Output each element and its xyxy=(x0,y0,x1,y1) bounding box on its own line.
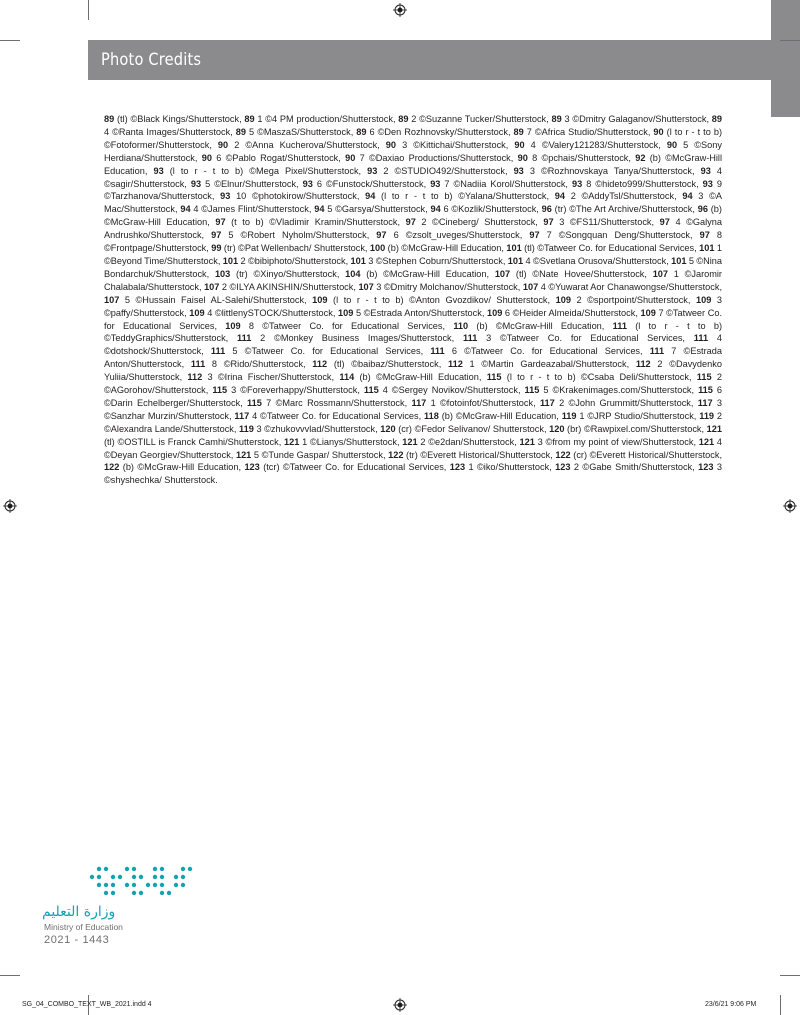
credit-entry: (b) ©McGraw-Hill Education, xyxy=(104,152,723,176)
credit-page-number: 97 xyxy=(529,230,540,241)
credit-page-number: 93 xyxy=(302,178,313,189)
credit-entry: 2 ©Suzanne Tucker/Shutterstock, xyxy=(408,114,552,124)
credit-page-number: 122 xyxy=(388,449,404,460)
credit-page-number: 90 xyxy=(653,126,664,137)
credit-entry: 4 ©Tatweer Co. for Educational Services, xyxy=(249,410,425,421)
credit-entry: 6 ©Darin Echelberger/Shutterstock, xyxy=(104,385,722,408)
logo-dot xyxy=(188,867,192,871)
credit-page-number: 115 xyxy=(524,385,540,396)
credit-page-number: 96 xyxy=(697,204,708,215)
credit-page-number: 97 xyxy=(376,230,387,241)
credit-entry: 6 ©Den Rozhnovsky/Shutterstock, xyxy=(366,126,514,137)
credit-page-number: 109 xyxy=(312,294,328,305)
logo-dot xyxy=(181,875,185,879)
credit-page-number: 123 xyxy=(449,462,466,473)
credit-entry: 5 ©Tunde Gaspar/ Shutterstock, xyxy=(251,449,389,460)
credit-entry: (tl) ©baibaz/Shutterstock, xyxy=(327,359,448,370)
credit-page-number: 107 xyxy=(522,281,539,292)
credit-page-number: 97 xyxy=(659,217,670,228)
credit-entry: (tr) ©The Art Archive/Shutterstock, xyxy=(551,204,698,215)
logo-dot xyxy=(111,883,115,887)
credit-entry: (b) ©McGraw-Hill Education, xyxy=(385,243,507,254)
credit-entry: 4 ©Valery121283/Shutterstock, xyxy=(524,139,667,150)
credit-page-number: 89 xyxy=(551,114,562,124)
credit-page-number: 114 xyxy=(339,372,355,383)
credit-entry: 2 ©Alexandra Lande/Shutterstock, xyxy=(104,410,723,434)
logo-dot xyxy=(97,867,101,871)
credit-page-number: 122 xyxy=(104,462,120,473)
credit-entry: 3 ©Rozhnovskaya Tanya/Shutterstock, xyxy=(523,165,701,176)
credit-page-number: 94 xyxy=(314,204,325,215)
credit-page-number: 109 xyxy=(486,307,503,318)
credit-page-number: 109 xyxy=(225,320,241,331)
logo-dot xyxy=(104,891,108,895)
logo-dot xyxy=(153,867,157,871)
credit-entry: 6 ©Heider Almeida/Shutterstock, xyxy=(502,307,641,318)
credit-page-number: 89 xyxy=(244,114,255,124)
credit-entry: 3 ©Irina Fischer/Shutterstock, xyxy=(202,372,340,383)
credit-page-number: 107 xyxy=(494,268,511,279)
credit-page-number: 101 xyxy=(699,243,715,254)
credit-page-number: 89 xyxy=(235,126,246,137)
credit-entry: 2 ©AddyTsl/Shutterstock, xyxy=(565,191,683,202)
credit-page-number: 115 xyxy=(363,385,379,396)
credit-page-number: 121 xyxy=(698,436,715,447)
credit-entry: 2 ©AGorohov/Shutterstock, xyxy=(104,372,722,396)
credit-page-number: 112 xyxy=(635,359,651,370)
credit-entry: 7 ©Tatweer Co. for Educational Services, xyxy=(104,307,722,331)
credit-entry: 8 ©Frontpage/Shutterstock, xyxy=(104,230,723,254)
credit-page-number: 107 xyxy=(104,294,120,305)
credit-entry: 2 ©bibiphoto/Shutterstock, xyxy=(238,255,351,266)
credit-page-number: 104 xyxy=(345,268,361,279)
credit-entry: 3 ©Sanzhar Murzin/Shutterstock, xyxy=(104,397,722,421)
credit-page-number: 93 xyxy=(702,178,713,189)
credit-page-number: 89 xyxy=(398,114,409,124)
credit-page-number: 96 xyxy=(541,204,552,215)
header-band xyxy=(88,40,780,80)
credit-page-number: 115 xyxy=(212,385,228,396)
credit-entry: 2 ©John Grummitt/Shutterstock, xyxy=(554,397,698,408)
credit-page-number: 109 xyxy=(696,294,712,305)
logo-dot xyxy=(132,867,136,871)
credit-entry: 2 ©Davydenko Yuliia/Shutterstock, xyxy=(104,359,722,383)
credit-page-number: 110 xyxy=(453,320,469,331)
credit-entry: 5 ©Estrada Anton/Shutterstock, xyxy=(353,307,487,318)
credit-entry: (tr) ©Pat Wellenbach/ Shutterstock, xyxy=(221,243,370,254)
credit-page-number: 111 xyxy=(237,333,252,344)
credit-page-number: 90 xyxy=(345,152,356,163)
credit-page-number: 90 xyxy=(666,139,678,150)
credit-page-number: 115 xyxy=(698,385,713,396)
logo-dot xyxy=(153,883,157,887)
credit-page-number: 111 xyxy=(649,346,665,357)
credit-page-number: 121 xyxy=(519,436,535,447)
credit-entry: 6 ©Kozlik/Shutterstock, xyxy=(440,204,542,215)
credit-page-number: 111 xyxy=(210,346,226,357)
credit-page-number: 94 xyxy=(682,191,693,202)
logo-dot xyxy=(104,867,108,871)
credit-page-number: 117 xyxy=(234,410,250,421)
credit-page-number: 111 xyxy=(462,333,478,344)
credit-page-number: 112 xyxy=(187,372,203,383)
credit-entry: (t to b) ©Vladimir Kramin/Shutterstock, xyxy=(225,217,406,228)
credit-entry: 3 ©Dmitry Molchanov/Shutterstock, xyxy=(373,281,523,292)
credit-entry: 3 ©Foreverhappy/Shutterstock, xyxy=(227,385,364,396)
credit-entry: (br) ©Rawpixel.com/Shutterstock, xyxy=(564,423,707,434)
credit-page-number: 101 xyxy=(222,255,239,266)
credit-page-number: 109 xyxy=(189,307,205,318)
logo-dot xyxy=(160,875,164,879)
crop-mark xyxy=(0,975,20,976)
credit-page-number: 92 xyxy=(635,152,646,163)
credit-page-number: 121 xyxy=(235,449,252,460)
credit-entry: 5 ©Tatweer Co. for Educational Services, xyxy=(225,346,431,357)
credit-page-number: 117 xyxy=(539,397,555,408)
credit-page-number: 103 xyxy=(214,268,231,279)
logo-dot xyxy=(139,891,143,895)
credit-entry: (cr) ©Fedor Selivanov/ Shutterstock, xyxy=(395,423,550,434)
credit-page-number: 90 xyxy=(385,139,397,150)
credit-entry: 3 ©FS11/Shutterstock, xyxy=(553,217,660,228)
credit-entry: 3 ©A Mac/Shutterstock, xyxy=(104,191,722,215)
credit-entry: 4 ©Sergey Novikov/Shutterstock, xyxy=(378,385,525,396)
credit-page-number: 109 xyxy=(640,307,656,318)
ministry-logo xyxy=(42,860,172,952)
credit-page-number: 94 xyxy=(554,191,565,202)
credit-entry: 5 ©Garsya/Shutterstock, xyxy=(324,204,431,215)
credit-page-number: 109 xyxy=(555,294,571,305)
credit-page-number: 93 xyxy=(700,165,711,176)
credit-page-number: 121 xyxy=(706,423,722,434)
credit-entry: 2 ©e2dan/Shutterstock, xyxy=(417,436,520,447)
credit-entry: 3 ©Tatweer Co. for Educational Services, xyxy=(477,333,694,344)
credit-page-number: 99 xyxy=(211,243,222,254)
credit-page-number: 118 xyxy=(424,410,439,421)
credit-page-number: 123 xyxy=(698,462,714,473)
credit-entry: (tl) ©OSTILL is Franck Camhi/Shutterstock, xyxy=(104,436,285,447)
credit-entry: 7 ©Songquan Deng/Shutterstock, xyxy=(539,230,700,241)
credit-page-number: 107 xyxy=(204,281,220,292)
credit-entry: 8 ©Tatweer Co. for Educational Services, xyxy=(240,320,454,331)
credit-page-number: 111 xyxy=(612,320,627,331)
ministry-name-arabic: وزارة التعليم xyxy=(42,904,116,920)
credit-entry: (b) ©McGraw-Hill Education, xyxy=(438,410,562,421)
credit-entry: 6 ©zsolt_uveges/Shutterstock, xyxy=(386,230,530,241)
registration-mark-icon xyxy=(3,499,17,513)
photo-credits-text xyxy=(104,113,722,487)
credit-page-number: 115 xyxy=(696,372,712,383)
credit-page-number: 90 xyxy=(201,152,212,163)
credit-page-number: 89 xyxy=(104,114,115,124)
credit-entry: (b) ©McGraw-Hill Education, xyxy=(468,320,613,331)
logo-dot xyxy=(139,875,143,879)
credit-page-number: 123 xyxy=(244,462,260,473)
credit-page-number: 101 xyxy=(507,255,524,266)
credit-page-number: 94 xyxy=(365,191,376,202)
credit-page-number: 121 xyxy=(284,436,300,447)
credit-page-number: 120 xyxy=(380,423,396,434)
credit-page-number: 107 xyxy=(652,268,669,279)
credit-entry: 2 ©Anna Kucherova/Shutterstock, xyxy=(228,139,386,150)
registration-mark-icon xyxy=(393,998,407,1012)
credit-page-number: 115 xyxy=(486,372,502,383)
credit-entry: 6 ©Pablo Rogat/Shutterstock, xyxy=(211,152,346,163)
credit-entry: 4 ©Galyna Andrushko/Shutterstock, xyxy=(104,217,722,241)
credit-entry: (tr) ©Xinyo/Shutterstock, xyxy=(230,268,346,279)
logo-dot xyxy=(118,875,122,879)
credit-page-number: 93 xyxy=(513,165,524,176)
credit-entry: (tl) ©Black Kings/Shutterstock, xyxy=(114,114,245,124)
ministry-name-english: Ministry of Education xyxy=(44,922,123,932)
credit-page-number: 109 xyxy=(338,307,354,318)
credit-entry: 2 ©STUDIO492/Shutterstock, xyxy=(377,165,514,176)
logo-dot xyxy=(146,883,150,887)
credit-page-number: 93 xyxy=(190,178,202,189)
logo-dot xyxy=(97,883,101,887)
logo-dot xyxy=(90,875,94,879)
ministry-year: 2021 - 1443 xyxy=(44,934,110,946)
logo-dot xyxy=(181,867,185,871)
credit-entry: (l to r - t to b) ©Yalana/Shutterstock, xyxy=(375,191,555,202)
logo-dot xyxy=(125,883,129,887)
credit-entry: 5 ©Sony Herdiana/Shutterstock, xyxy=(104,139,722,163)
credit-page-number: 119 xyxy=(239,423,254,434)
credit-entry: 4 ©Svetlana Orusova/Shutterstock, xyxy=(523,255,672,266)
credit-entry: 3 ©shyshechka/ Shutterstock. xyxy=(104,462,723,486)
credit-page-number: 90 xyxy=(514,139,525,150)
credit-page-number: 93 xyxy=(153,165,164,176)
credit-entry: 4 ©Deyan Georgiev/Shutterstock, xyxy=(104,436,722,460)
credit-entry: 3 ©zhukovvvlad/Shutterstock, xyxy=(253,423,381,434)
footer-file-name: SG_04_COMBO_TEXT_WB_2021.indd 4 xyxy=(22,1001,152,1008)
logo-dot xyxy=(174,875,178,879)
credit-page-number: 111 xyxy=(190,359,206,370)
credit-page-number: 97 xyxy=(405,217,416,228)
credit-entry: 4 ©sagir/Shutterstock, xyxy=(104,165,722,189)
logo-dot xyxy=(132,875,136,879)
credit-entry: (l to r - t to b) ©Csaba Deli/Shutterstock, xyxy=(501,372,697,383)
credit-entry: 3 ©from my point of view/Shutterstock, xyxy=(534,436,699,447)
credit-entry: 8 ©Rido/Shutterstock, xyxy=(205,359,313,370)
credit-entry: 7 ©Nadiia Korol/Shutterstock, xyxy=(440,178,572,189)
credit-page-number: 107 xyxy=(358,281,374,292)
crop-mark xyxy=(780,975,800,976)
credit-entry: 1 ©iko/Shutterstock, xyxy=(465,462,556,473)
logo-dot xyxy=(125,867,129,871)
credit-page-number: 89 xyxy=(711,114,722,124)
credit-page-number: 90 xyxy=(217,139,229,150)
credit-page-number: 117 xyxy=(697,397,713,408)
crop-mark xyxy=(780,995,781,1015)
credit-page-number: 101 xyxy=(350,255,366,266)
logo-dot xyxy=(97,875,101,879)
credit-page-number: 120 xyxy=(549,423,565,434)
credit-page-number: 93 xyxy=(430,178,441,189)
logo-dot xyxy=(132,891,136,895)
page-title: Photo Credits xyxy=(101,50,202,70)
credit-entry: 5 ©MaszaS/Shutterstock, xyxy=(245,126,357,137)
credit-entry: 7 ©Daxiao Productions/Shutterstock, xyxy=(355,152,518,163)
credit-entry: (tr) ©Everett Historical/Shutterstock, xyxy=(403,449,556,460)
logo-dot xyxy=(181,883,185,887)
credit-entry: 3 ©paffy/Shutterstock, xyxy=(104,294,722,318)
credit-entry: (tl) ©Tatweer Co. for Educational Services, xyxy=(521,243,700,254)
credit-page-number: 97 xyxy=(215,217,226,228)
credit-entry: 2 ©Monkey Business Images/Shutterstock, xyxy=(251,333,463,344)
credit-entry: 4 ©James Flint/Shutterstock, xyxy=(190,204,315,215)
credit-entry: 3 ©Stephen Coburn/Shutterstock, xyxy=(365,255,508,266)
credit-page-number: 93 xyxy=(571,178,583,189)
credit-entry: (tl) ©Nate Hovee/Shutterstock, xyxy=(510,268,653,279)
credit-entry: 1 ©JRP Studio/Shutterstock, xyxy=(576,410,700,421)
credit-entry: 6 ©Tatweer Co. for Educational Services, xyxy=(444,346,650,357)
credit-page-number: 90 xyxy=(517,152,528,163)
registration-mark-icon xyxy=(393,3,407,17)
credit-entry: (l to r - t to b) ©Anton Gvozdikov/ Shutterstock, xyxy=(327,294,556,305)
credit-entry: 7 ©Marc Rossmann/Shutterstock, xyxy=(261,397,412,408)
credit-entry: (b) ©McGraw-Hill Education, xyxy=(354,372,487,383)
credit-entry: 5 ©Nina Bondarchuk/Shutterstock, xyxy=(104,255,722,279)
credit-entry: (b) ©McGraw-Hill Education, xyxy=(119,462,245,473)
crop-mark xyxy=(0,40,20,41)
logo-dot xyxy=(132,883,136,887)
credit-entry: 3 ©Dmitry Galaganov/Shutterstock, xyxy=(561,114,712,124)
credit-page-number: 119 xyxy=(699,410,715,421)
credit-page-number: 115 xyxy=(247,397,262,408)
credit-page-number: 89 xyxy=(513,126,524,137)
logo-dot xyxy=(104,883,108,887)
credit-page-number: 119 xyxy=(561,410,577,421)
credit-entry: 3 ©Kittichai/Shutterstock, xyxy=(396,139,515,150)
credit-entry: (tcr) ©Tatweer Co. for Educational Services, xyxy=(259,462,450,473)
footer-timestamp: 23/6/21 9:06 PM xyxy=(705,1001,757,1008)
side-tab xyxy=(771,0,800,117)
credit-page-number: 111 xyxy=(430,346,445,357)
credit-entry: (b) ©McGraw-Hill Education, xyxy=(360,268,495,279)
credit-entry: 5 ©Krakenimages.com/Shutterstock, xyxy=(539,385,699,396)
credit-page-number: 117 xyxy=(411,397,427,408)
credit-page-number: 101 xyxy=(506,243,522,254)
logo-dot xyxy=(174,883,178,887)
credit-entry: 9 ©Tarzhanova/Shutterstock, xyxy=(104,178,722,202)
credit-page-number: 94 xyxy=(430,204,441,215)
credit-entry: 8 ©hideto999/Shutterstock, xyxy=(582,178,703,189)
credit-entry: 1 ©fotoinfot/Shutterstock, xyxy=(426,397,540,408)
credit-page-number: 112 xyxy=(447,359,463,370)
credit-page-number: 94 xyxy=(180,204,191,215)
credit-entry: 8 ©pchais/Shutterstock, xyxy=(527,152,636,163)
credit-entry: 4 ©Ranta Images/Shutterstock, xyxy=(104,126,236,137)
credit-entry: (b) ©McGraw-Hill Education, xyxy=(104,204,722,228)
logo-dot xyxy=(167,891,171,895)
logo-dot xyxy=(160,891,164,895)
logo-dot xyxy=(160,883,164,887)
credit-entry: (cr) ©Everett Historical/Shutterstock, xyxy=(570,449,723,460)
credit-page-number: 89 xyxy=(356,126,367,137)
credit-page-number: 97 xyxy=(543,217,554,228)
credit-entry: 5 ©Elnur/Shutterstock, xyxy=(201,178,303,189)
logo-dot xyxy=(160,867,164,871)
credit-entry: (l to r - t to b) ©Fotoformer/Shutterstock, xyxy=(104,126,723,150)
logo-dot xyxy=(111,875,115,879)
crop-mark xyxy=(88,0,89,20)
credit-entry: 1 ©4 PM production/Shutterstock, xyxy=(254,114,399,124)
credit-page-number: 111 xyxy=(693,333,709,344)
credit-page-number: 97 xyxy=(211,230,222,241)
credit-entry: 1 ©Beyond Time/Shutterstock, xyxy=(104,243,722,266)
logo-dot xyxy=(111,891,115,895)
credit-entry: 5 ©Robert Nyholm/Shutterstock, xyxy=(221,230,377,241)
credit-page-number: 122 xyxy=(555,449,571,460)
credit-entry: 10 ©photokirow/Shutterstock, xyxy=(230,191,366,202)
registration-mark-icon xyxy=(783,499,797,513)
credit-page-number: 112 xyxy=(312,359,328,370)
credit-entry: 4 ©Yuwarat Aor Chanawongse/Shutterstock, xyxy=(538,281,722,292)
credit-entry: 6 ©Funstock/Shutterstock, xyxy=(312,178,431,189)
credit-entry: 5 ©Hussain Faisel AL-Salehi/Shutterstock, xyxy=(119,294,313,305)
credit-entry: 7 ©Estrada Anton/Shutterstock, xyxy=(104,346,722,370)
credit-entry: 2 ©Gabe Smith/Shutterstock, xyxy=(570,462,699,473)
credit-page-number: 97 xyxy=(699,230,710,241)
credit-entry: 2 ©ILYA AKINSHIN/Shutterstock, xyxy=(219,281,359,292)
crop-mark xyxy=(780,40,800,41)
credit-entry: 1 ©Martin Gardeazabal/Shutterstock, xyxy=(462,359,636,370)
credit-entry: 4 ©littlenySTOCK/Shutterstock, xyxy=(204,307,339,318)
credit-entry: (l to r - t to b) ©Mega Pixel/Shutterstock, xyxy=(163,165,368,176)
credit-entry: (l to r - t to b) ©TeddyGraphics/Shutterstock, xyxy=(104,320,723,344)
credit-entry: 1 ©Lianys/Shutterstock, xyxy=(299,436,403,447)
credit-entry: 7 ©Africa Studio/Shutterstock, xyxy=(523,126,654,137)
credit-page-number: 101 xyxy=(671,255,687,266)
credit-entry: 4 ©dotshock/Shutterstock, xyxy=(104,333,723,357)
credit-entry: 1 ©Jaromir Chalabala/Shutterstock, xyxy=(104,268,722,292)
credit-entry: 2 ©Cineberg/ Shutterstock, xyxy=(415,217,544,228)
credit-page-number: 123 xyxy=(555,462,571,473)
credit-entry: 2 ©sportpoint/Shutterstock, xyxy=(570,294,696,305)
credit-page-number: 93 xyxy=(367,165,378,176)
credit-page-number: 93 xyxy=(220,191,231,202)
credit-page-number: 100 xyxy=(369,243,386,254)
ministry-logo-dots-icon xyxy=(88,864,198,904)
logo-dot xyxy=(153,875,157,879)
credit-page-number: 121 xyxy=(402,436,418,447)
